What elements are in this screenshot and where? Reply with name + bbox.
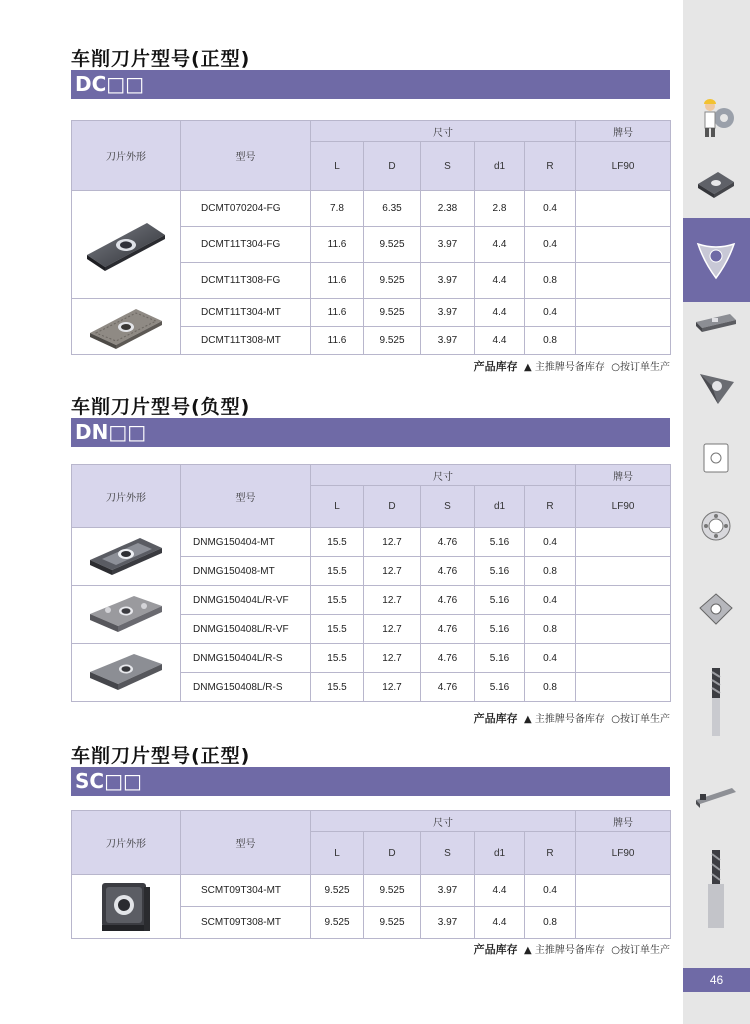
order-mark: ○ bbox=[611, 945, 620, 956]
section-title: 车削刀片型号(正型) bbox=[71, 48, 251, 70]
section-title: 车削刀片型号(正型) bbox=[71, 745, 251, 767]
round-insert-icon[interactable] bbox=[692, 502, 740, 550]
square-hole-insert-icon[interactable] bbox=[692, 434, 740, 482]
d1-cell: 2.8 bbox=[475, 191, 525, 227]
dnmg-mt-insert-image bbox=[88, 534, 164, 580]
stock-mark: ▲ bbox=[524, 362, 532, 373]
grade-cell bbox=[576, 644, 671, 673]
d1-cell: 5.16 bbox=[475, 586, 525, 615]
spec-table bbox=[71, 120, 671, 355]
scmt-insert-image bbox=[98, 879, 154, 935]
grade-cell bbox=[576, 875, 671, 907]
category-sidebar bbox=[683, 0, 750, 1024]
model-header: 型号 bbox=[181, 465, 311, 528]
grooving-insert-icon[interactable] bbox=[692, 300, 740, 348]
dim-r-header: R bbox=[525, 142, 576, 191]
l-cell: 11.6 bbox=[311, 299, 364, 327]
tool-holder-icon[interactable] bbox=[692, 772, 740, 820]
insert-image-cell bbox=[72, 528, 181, 586]
page-number: 46 bbox=[683, 968, 750, 992]
dim-d1-header: d1 bbox=[475, 142, 525, 191]
s-cell: 4.76 bbox=[421, 586, 475, 615]
stock-mark: ▲ bbox=[524, 714, 532, 725]
section-code: DC□□ bbox=[75, 72, 145, 96]
order-text: 按订单生产 bbox=[620, 945, 670, 956]
d-cell: 9.525 bbox=[364, 907, 421, 939]
model-cell: DNMG150408-MT bbox=[181, 557, 311, 586]
model-cell: DCMT11T304-FG bbox=[181, 227, 311, 263]
insert-image-cell bbox=[72, 644, 181, 702]
section-code-bar bbox=[71, 418, 670, 447]
d1-cell: 5.16 bbox=[475, 615, 525, 644]
dim-s-header: S bbox=[421, 142, 475, 191]
d-cell: 9.525 bbox=[364, 263, 421, 299]
s-cell: 3.97 bbox=[421, 299, 475, 327]
insert-image-cell bbox=[72, 191, 181, 299]
grade-cell bbox=[576, 557, 671, 586]
r-cell: 0.8 bbox=[525, 615, 576, 644]
threading-insert-icon[interactable] bbox=[692, 364, 740, 412]
s-cell: 4.76 bbox=[421, 673, 475, 702]
grade-header: LF90 bbox=[576, 832, 671, 875]
l-cell: 11.6 bbox=[311, 327, 364, 355]
r-cell: 0.8 bbox=[525, 263, 576, 299]
square-insert-icon[interactable] bbox=[692, 158, 740, 206]
size-header: 尺寸 bbox=[311, 465, 576, 486]
s-cell: 3.97 bbox=[421, 907, 475, 939]
dim-d1-header: d1 bbox=[475, 486, 525, 528]
insert-image-cell bbox=[72, 586, 181, 644]
grade-header: LF90 bbox=[576, 486, 671, 528]
model-cell: DNMG150408L/R-VF bbox=[181, 615, 311, 644]
dnmg-vf-insert-image bbox=[88, 592, 164, 638]
dim-r-header: R bbox=[525, 832, 576, 875]
d-cell: 9.525 bbox=[364, 227, 421, 263]
dim-d-header: D bbox=[364, 142, 421, 191]
grade-cell bbox=[576, 227, 671, 263]
table-row bbox=[72, 191, 671, 227]
shape-header: 刀片外形 bbox=[72, 465, 181, 528]
s-cell: 4.76 bbox=[421, 528, 475, 557]
dim-s-header: S bbox=[421, 832, 475, 875]
legend-label: 产品库存 bbox=[473, 943, 518, 956]
grade-cell bbox=[576, 263, 671, 299]
d1-cell: 4.4 bbox=[475, 263, 525, 299]
drill-icon[interactable] bbox=[692, 850, 740, 930]
d1-cell: 4.4 bbox=[475, 875, 525, 907]
s-cell: 4.76 bbox=[421, 615, 475, 644]
grade-cell bbox=[576, 327, 671, 355]
dim-d1-header: d1 bbox=[475, 832, 525, 875]
section-code: DN□□ bbox=[75, 420, 147, 444]
section-code-bar bbox=[71, 70, 670, 99]
table-row bbox=[72, 586, 671, 615]
d1-cell: 4.4 bbox=[475, 327, 525, 355]
grade-cell bbox=[576, 615, 671, 644]
d1-cell: 4.4 bbox=[475, 299, 525, 327]
r-cell: 0.4 bbox=[525, 586, 576, 615]
grade-cell bbox=[576, 299, 671, 327]
shape-header: 刀片外形 bbox=[72, 121, 181, 191]
insert-image-cell bbox=[72, 299, 181, 355]
stock-text: 主推牌号备库存 bbox=[534, 714, 605, 725]
brand-header: 牌号 bbox=[576, 121, 671, 142]
stock-legend bbox=[474, 358, 670, 374]
spec-table bbox=[71, 810, 671, 939]
r-cell: 0.4 bbox=[525, 227, 576, 263]
stock-text: 主推牌号备库存 bbox=[534, 362, 605, 373]
model-cell: DNMG150404L/R-S bbox=[181, 644, 311, 673]
legend-label: 产品库存 bbox=[473, 360, 518, 373]
d-cell: 9.525 bbox=[364, 875, 421, 907]
l-cell: 15.5 bbox=[311, 615, 364, 644]
l-cell: 15.5 bbox=[311, 557, 364, 586]
section-sc bbox=[71, 741, 670, 961]
d-cell: 9.525 bbox=[364, 299, 421, 327]
dim-l-header: L bbox=[311, 142, 364, 191]
l-cell: 15.5 bbox=[311, 528, 364, 557]
d1-cell: 5.16 bbox=[475, 528, 525, 557]
s-cell: 2.38 bbox=[421, 191, 475, 227]
r-cell: 0.8 bbox=[525, 557, 576, 586]
legend-label: 产品库存 bbox=[473, 712, 518, 725]
l-cell: 9.525 bbox=[311, 875, 364, 907]
d-cell: 12.7 bbox=[364, 615, 421, 644]
model-cell: DCMT070204-FG bbox=[181, 191, 311, 227]
square-chip-insert-icon[interactable] bbox=[692, 586, 740, 634]
table-row bbox=[72, 299, 671, 327]
model-cell: DCMT11T304-MT bbox=[181, 299, 311, 327]
brand-header: 牌号 bbox=[576, 811, 671, 832]
s-cell: 4.76 bbox=[421, 557, 475, 586]
d-cell: 12.7 bbox=[364, 557, 421, 586]
l-cell: 7.8 bbox=[311, 191, 364, 227]
section-title: 车削刀片型号(负型) bbox=[71, 396, 251, 418]
section-code: SC□□ bbox=[75, 769, 142, 793]
l-cell: 15.5 bbox=[311, 673, 364, 702]
grade-cell bbox=[576, 191, 671, 227]
d1-cell: 4.4 bbox=[475, 907, 525, 939]
worker-gear-icon[interactable] bbox=[692, 92, 740, 140]
spec-table bbox=[71, 464, 671, 702]
d-cell: 6.35 bbox=[364, 191, 421, 227]
grade-header: LF90 bbox=[576, 142, 671, 191]
stock-legend bbox=[474, 710, 670, 726]
dim-s-header: S bbox=[421, 486, 475, 528]
grade-cell bbox=[576, 586, 671, 615]
s-cell: 3.97 bbox=[421, 875, 475, 907]
d-cell: 12.7 bbox=[364, 528, 421, 557]
stock-mark: ▲ bbox=[524, 945, 532, 956]
table-row bbox=[72, 644, 671, 673]
dim-d-header: D bbox=[364, 832, 421, 875]
model-cell: SCMT09T304-MT bbox=[181, 875, 311, 907]
grade-cell bbox=[576, 673, 671, 702]
dnmg-s-insert-image bbox=[88, 650, 164, 696]
model-header: 型号 bbox=[181, 121, 311, 191]
d-cell: 12.7 bbox=[364, 673, 421, 702]
model-cell: SCMT09T308-MT bbox=[181, 907, 311, 939]
size-header: 尺寸 bbox=[311, 121, 576, 142]
stock-text: 主推牌号备库存 bbox=[534, 945, 605, 956]
table-row bbox=[72, 875, 671, 907]
section-dc bbox=[71, 44, 670, 379]
model-cell: DNMG150408L/R-S bbox=[181, 673, 311, 702]
l-cell: 11.6 bbox=[311, 263, 364, 299]
d-cell: 12.7 bbox=[364, 586, 421, 615]
r-cell: 0.4 bbox=[525, 191, 576, 227]
l-cell: 15.5 bbox=[311, 644, 364, 673]
s-cell: 3.97 bbox=[421, 327, 475, 355]
r-cell: 0.8 bbox=[525, 327, 576, 355]
d1-cell: 5.16 bbox=[475, 673, 525, 702]
trigon-insert-icon[interactable] bbox=[692, 236, 740, 284]
s-cell: 4.76 bbox=[421, 644, 475, 673]
s-cell: 3.97 bbox=[421, 263, 475, 299]
model-cell: DCMT11T308-FG bbox=[181, 263, 311, 299]
dim-r-header: R bbox=[525, 486, 576, 528]
d-cell: 12.7 bbox=[364, 644, 421, 673]
d-cell: 9.525 bbox=[364, 327, 421, 355]
d1-cell: 5.16 bbox=[475, 557, 525, 586]
model-header: 型号 bbox=[181, 811, 311, 875]
l-cell: 11.6 bbox=[311, 227, 364, 263]
section-code-bar bbox=[71, 767, 670, 796]
table-row bbox=[72, 528, 671, 557]
r-cell: 0.4 bbox=[525, 875, 576, 907]
d1-cell: 4.4 bbox=[475, 227, 525, 263]
dim-l-header: L bbox=[311, 832, 364, 875]
shape-header: 刀片外形 bbox=[72, 811, 181, 875]
model-cell: DNMG150404L/R-VF bbox=[181, 586, 311, 615]
size-header: 尺寸 bbox=[311, 811, 576, 832]
r-cell: 0.8 bbox=[525, 907, 576, 939]
r-cell: 0.4 bbox=[525, 644, 576, 673]
grade-cell bbox=[576, 907, 671, 939]
model-cell: DNMG150404-MT bbox=[181, 528, 311, 557]
r-cell: 0.4 bbox=[525, 299, 576, 327]
order-mark: ○ bbox=[611, 714, 620, 725]
section-dn bbox=[71, 392, 670, 732]
l-cell: 9.525 bbox=[311, 907, 364, 939]
dim-l-header: L bbox=[311, 486, 364, 528]
d1-cell: 5.16 bbox=[475, 644, 525, 673]
dim-d-header: D bbox=[364, 486, 421, 528]
s-cell: 3.97 bbox=[421, 227, 475, 263]
dcmt-fg-insert-image bbox=[81, 215, 171, 275]
r-cell: 0.8 bbox=[525, 673, 576, 702]
l-cell: 15.5 bbox=[311, 586, 364, 615]
end-mill-icon[interactable] bbox=[692, 668, 740, 738]
order-text: 按订单生产 bbox=[620, 362, 670, 373]
r-cell: 0.4 bbox=[525, 528, 576, 557]
grade-cell bbox=[576, 528, 671, 557]
insert-image-cell bbox=[72, 875, 181, 939]
order-text: 按订单生产 bbox=[620, 714, 670, 725]
stock-legend bbox=[474, 941, 670, 957]
model-cell: DCMT11T308-MT bbox=[181, 327, 311, 355]
order-mark: ○ bbox=[611, 362, 620, 373]
brand-header: 牌号 bbox=[576, 465, 671, 486]
dcmt-mt-insert-image bbox=[86, 303, 166, 351]
